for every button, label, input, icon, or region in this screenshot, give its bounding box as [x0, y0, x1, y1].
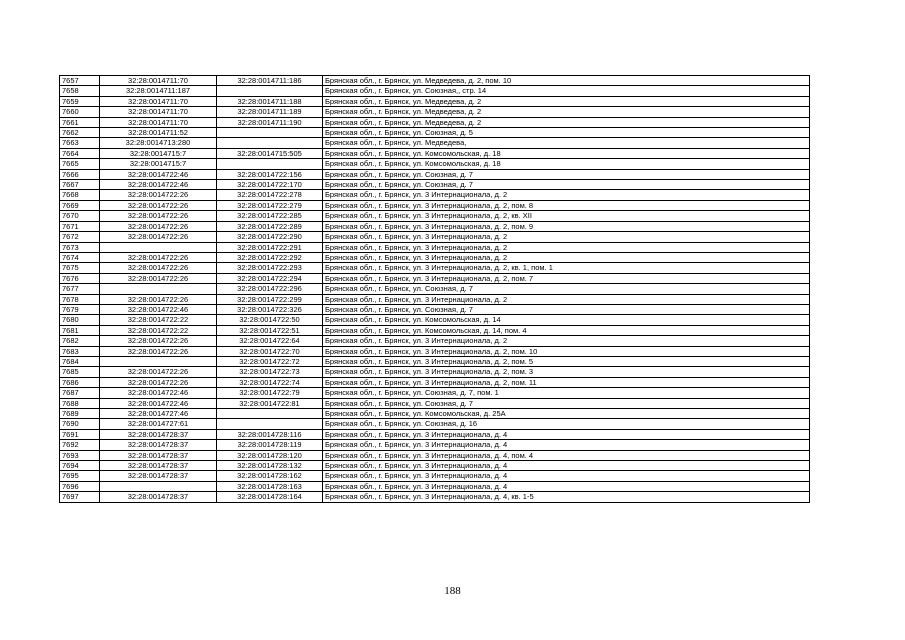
address-cell: Брянская обл., г. Брянск, ул. Комсомольская, д. 18 [323, 148, 810, 158]
parent-cadastral-number-cell: 32:28:0014727:46 [100, 409, 217, 419]
cadastral-number-cell: 32:28:0014715:505 [217, 148, 323, 158]
cadastral-number-cell [217, 159, 323, 169]
parent-cadastral-number-cell: 32:28:0014722:26 [100, 377, 217, 387]
parent-cadastral-number-cell: 32:28:0014722:26 [100, 294, 217, 304]
table-row [60, 128, 810, 138]
row-number-cell: 7671 [60, 221, 100, 231]
parent-cadastral-number-cell: 32:28:0014722:26 [100, 336, 217, 346]
table-row [60, 273, 810, 283]
parent-cadastral-number-cell: 32:28:0014711:52 [100, 128, 217, 138]
row-number-cell: 7666 [60, 169, 100, 179]
cadastral-number-cell [217, 409, 323, 419]
row-number-cell: 7657 [60, 76, 100, 86]
cadastral-number-cell: 32:28:0014722:50 [217, 315, 323, 325]
cadastral-number-cell [217, 419, 323, 429]
parent-cadastral-number-cell: 32:28:0014715:7 [100, 159, 217, 169]
table-row [60, 242, 810, 252]
address-cell: Брянская обл., г. Брянск, ул. 3 Интернационала, д. 4, пом. 4 [323, 450, 810, 460]
table-row [60, 117, 810, 127]
address-cell: Брянская обл., г. Брянск, ул. Союзная, д. 7 [323, 180, 810, 190]
cadastral-number-cell: 32:28:0014722:81 [217, 398, 323, 408]
table-row [60, 232, 810, 242]
parent-cadastral-number-cell: 32:28:0014711:187 [100, 86, 217, 96]
parent-cadastral-number-cell: 32:28:0014727:61 [100, 419, 217, 429]
cadastral-number-cell: 32:28:0014722:296 [217, 284, 323, 294]
address-cell: Брянская обл., г. Брянск, ул. Медведева, д. 2 [323, 96, 810, 106]
cadastral-number-cell: 32:28:0014722:70 [217, 346, 323, 356]
table-row [60, 336, 810, 346]
row-number-cell: 7661 [60, 117, 100, 127]
parent-cadastral-number-cell [100, 284, 217, 294]
address-cell: Брянская обл., г. Брянск, ул. 3 Интернационала, д. 2, пом. 10 [323, 346, 810, 356]
cadastral-number-cell: 32:28:0014722:299 [217, 294, 323, 304]
table-row [60, 138, 810, 148]
row-number-cell: 7675 [60, 263, 100, 273]
parent-cadastral-number-cell: 32:28:0014728:37 [100, 440, 217, 450]
parent-cadastral-number-cell: 32:28:0014728:37 [100, 461, 217, 471]
address-cell: Брянская обл., г. Брянск, ул. Союзная, д. 7 [323, 169, 810, 179]
parent-cadastral-number-cell: 32:28:0014722:46 [100, 304, 217, 314]
table-row [60, 315, 810, 325]
row-number-cell: 7685 [60, 367, 100, 377]
table-row [60, 221, 810, 231]
cadastral-number-cell: 32:28:0014711:188 [217, 96, 323, 106]
row-number-cell: 7683 [60, 346, 100, 356]
registry-table [59, 75, 810, 503]
address-cell: Брянская обл., г. Брянск, ул. 3 Интернационала, д. 2, пом. 8 [323, 200, 810, 210]
address-cell: Брянская обл., г. Брянск, ул. 3 Интернационала, д. 2, пом. 5 [323, 356, 810, 366]
row-number-cell: 7662 [60, 128, 100, 138]
table-row [60, 86, 810, 96]
table-row [60, 190, 810, 200]
parent-cadastral-number-cell: 32:28:0014722:26 [100, 232, 217, 242]
row-number-cell: 7697 [60, 492, 100, 502]
row-number-cell: 7659 [60, 96, 100, 106]
cadastral-number-cell [217, 128, 323, 138]
row-number-cell: 7663 [60, 138, 100, 148]
table-row [60, 450, 810, 460]
address-cell: Брянская обл., г. Брянск, ул. Союзная, д. 7, пом. 1 [323, 388, 810, 398]
cadastral-number-cell: 32:28:0014711:190 [217, 117, 323, 127]
row-number-cell: 7672 [60, 232, 100, 242]
parent-cadastral-number-cell: 32:28:0014722:26 [100, 190, 217, 200]
row-number-cell: 7684 [60, 356, 100, 366]
table-row [60, 304, 810, 314]
row-number-cell: 7658 [60, 86, 100, 96]
table-row [60, 159, 810, 169]
row-number-cell: 7678 [60, 294, 100, 304]
address-cell: Брянская обл., г. Брянск, ул. 3 Интернационала, д. 2 [323, 252, 810, 262]
table-row [60, 471, 810, 481]
parent-cadastral-number-cell: 32:28:0014722:22 [100, 325, 217, 335]
parent-cadastral-number-cell: 32:28:0014722:26 [100, 200, 217, 210]
table-row [60, 492, 810, 502]
parent-cadastral-number-cell [100, 356, 217, 366]
cadastral-number-cell: 32:28:0014728:120 [217, 450, 323, 460]
cadastral-number-cell [217, 138, 323, 148]
table-row [60, 429, 810, 439]
parent-cadastral-number-cell: 32:28:0014728:37 [100, 450, 217, 460]
address-cell: Брянская обл., г. Брянск, ул. Союзная, д. 7 [323, 284, 810, 294]
address-cell: Брянская обл., г. Брянск, ул. Комсомольская, д. 18 [323, 159, 810, 169]
row-number-cell: 7668 [60, 190, 100, 200]
row-number-cell: 7676 [60, 273, 100, 283]
address-cell: Брянская обл., г. Брянск, ул. Комсомольская, д. 14 [323, 315, 810, 325]
cadastral-number-cell: 32:28:0014722:291 [217, 242, 323, 252]
cadastral-number-cell: 32:28:0014722:279 [217, 200, 323, 210]
address-cell: Брянская обл., г. Брянск, ул. 3 Интернационала, д. 2, пом. 9 [323, 221, 810, 231]
table-row [60, 263, 810, 273]
cadastral-number-cell: 32:28:0014722:170 [217, 180, 323, 190]
row-number-cell: 7677 [60, 284, 100, 294]
row-number-cell: 7669 [60, 200, 100, 210]
table-row [60, 388, 810, 398]
address-cell: Брянская обл., г. Брянск, ул. 3 Интернационала, д. 2, пом. 3 [323, 367, 810, 377]
parent-cadastral-number-cell: 32:28:0014728:37 [100, 471, 217, 481]
address-cell: Брянская обл., г. Брянск, ул. 3 Интернационала, д. 2, пом. 11 [323, 377, 810, 387]
address-cell: Брянская обл., г. Брянск, ул. Медведева, д. 2 [323, 117, 810, 127]
table-row [60, 180, 810, 190]
row-number-cell: 7674 [60, 252, 100, 262]
row-number-cell: 7687 [60, 388, 100, 398]
address-cell: Брянская обл., г. Брянск, ул. Союзная, д. 5 [323, 128, 810, 138]
cadastral-number-cell: 32:28:0014722:156 [217, 169, 323, 179]
page-number: 188 [444, 585, 461, 597]
address-cell: Брянская обл., г. Брянск, ул. Союзная,, стр. 14 [323, 86, 810, 96]
cadastral-number-cell: 32:28:0014722:74 [217, 377, 323, 387]
row-number-cell: 7660 [60, 107, 100, 117]
row-number-cell: 7692 [60, 440, 100, 450]
address-cell: Брянская обл., г. Брянск, ул. 3 Интернационала, д. 2 [323, 242, 810, 252]
address-cell: Брянская обл., г. Брянск, ул. 3 Интернационала, д. 4 [323, 481, 810, 491]
cadastral-number-cell: 32:28:0014728:162 [217, 471, 323, 481]
cadastral-number-cell: 32:28:0014722:64 [217, 336, 323, 346]
table-row [60, 367, 810, 377]
registry-table-body [60, 76, 810, 503]
table-row [60, 419, 810, 429]
address-cell: Брянская обл., г. Брянск, ул. Комсомольская, д. 14, пом. 4 [323, 325, 810, 335]
parent-cadastral-number-cell: 32:28:0014722:26 [100, 221, 217, 231]
parent-cadastral-number-cell: 32:28:0014711:70 [100, 76, 217, 86]
address-cell: Брянская обл., г. Брянск, ул. 3 Интернационала, д. 2 [323, 294, 810, 304]
table-row [60, 252, 810, 262]
parent-cadastral-number-cell: 32:28:0014715:7 [100, 148, 217, 158]
table-row [60, 409, 810, 419]
parent-cadastral-number-cell: 32:28:0014722:46 [100, 388, 217, 398]
parent-cadastral-number-cell [100, 481, 217, 491]
cadastral-number-cell: 32:28:0014722:79 [217, 388, 323, 398]
table-row [60, 346, 810, 356]
cadastral-number-cell: 32:28:0014728:132 [217, 461, 323, 471]
address-cell: Брянская обл., г. Брянск, ул. 3 Интернационала, д. 2 [323, 336, 810, 346]
address-cell: Брянская обл., г. Брянск, ул. Союзная, д. 7 [323, 398, 810, 408]
table-row [60, 211, 810, 221]
row-number-cell: 7673 [60, 242, 100, 252]
parent-cadastral-number-cell: 32:28:0014722:26 [100, 273, 217, 283]
parent-cadastral-number-cell: 32:28:0014713:280 [100, 138, 217, 148]
parent-cadastral-number-cell: 32:28:0014722:26 [100, 252, 217, 262]
cadastral-number-cell: 32:28:0014728:164 [217, 492, 323, 502]
table-row [60, 294, 810, 304]
address-cell: Брянская обл., г. Брянск, ул. 3 Интернационала, д. 4 [323, 461, 810, 471]
address-cell: Брянская обл., г. Брянск, ул. Медведева, д. 2, пом. 10 [323, 76, 810, 86]
parent-cadastral-number-cell: 32:28:0014722:46 [100, 180, 217, 190]
row-number-cell: 7665 [60, 159, 100, 169]
parent-cadastral-number-cell: 32:28:0014722:26 [100, 263, 217, 273]
cadastral-number-cell: 32:28:0014722:293 [217, 263, 323, 273]
cadastral-number-cell: 32:28:0014722:292 [217, 252, 323, 262]
parent-cadastral-number-cell: 32:28:0014722:46 [100, 169, 217, 179]
table-row [60, 107, 810, 117]
address-cell: Брянская обл., г. Брянск, ул. 3 Интернационала, д. 2 [323, 232, 810, 242]
cadastral-number-cell [217, 86, 323, 96]
table-row [60, 481, 810, 491]
row-number-cell: 7693 [60, 450, 100, 460]
address-cell: Брянская обл., г. Брянск, ул. Союзная, д. 7 [323, 304, 810, 314]
address-cell: Брянская обл., г. Брянск, ул. 3 Интернационала, д. 4 [323, 429, 810, 439]
table-row [60, 200, 810, 210]
address-cell: Брянская обл., г. Брянск, ул. Комсомольская, д. 25А [323, 409, 810, 419]
row-number-cell: 7681 [60, 325, 100, 335]
table-row [60, 356, 810, 366]
table-row [60, 325, 810, 335]
parent-cadastral-number-cell: 32:28:0014711:70 [100, 117, 217, 127]
row-number-cell: 7691 [60, 429, 100, 439]
table-row [60, 148, 810, 158]
parent-cadastral-number-cell: 32:28:0014722:26 [100, 346, 217, 356]
cadastral-number-cell: 32:28:0014711:189 [217, 107, 323, 117]
parent-cadastral-number-cell: 32:28:0014722:22 [100, 315, 217, 325]
parent-cadastral-number-cell: 32:28:0014711:70 [100, 107, 217, 117]
row-number-cell: 7690 [60, 419, 100, 429]
row-number-cell: 7679 [60, 304, 100, 314]
parent-cadastral-number-cell: 32:28:0014722:26 [100, 211, 217, 221]
parent-cadastral-number-cell: 32:28:0014728:37 [100, 429, 217, 439]
cadastral-number-cell: 32:28:0014722:72 [217, 356, 323, 366]
parent-cadastral-number-cell: 32:28:0014728:37 [100, 492, 217, 502]
table-row [60, 377, 810, 387]
table-row [60, 96, 810, 106]
cadastral-number-cell: 32:28:0014728:163 [217, 481, 323, 491]
row-number-cell: 7694 [60, 461, 100, 471]
address-cell: Брянская обл., г. Брянск, ул. 3 Интернационала, д. 2, пом. 7 [323, 273, 810, 283]
address-cell: Брянская обл., г. Брянск, ул. 3 Интернационала, д. 4 [323, 440, 810, 450]
cadastral-number-cell: 32:28:0014722:290 [217, 232, 323, 242]
address-cell: Брянская обл., г. Брянск, ул. 3 Интернационала, д. 2, кв. XII [323, 211, 810, 221]
row-number-cell: 7664 [60, 148, 100, 158]
row-number-cell: 7682 [60, 336, 100, 346]
address-cell: Брянская обл., г. Брянск, ул. Медведева, [323, 138, 810, 148]
cadastral-number-cell: 32:28:0014722:326 [217, 304, 323, 314]
address-cell: Брянская обл., г. Брянск, ул. 3 Интернационала, д. 2, кв. 1, пом. 1 [323, 263, 810, 273]
address-cell: Брянская обл., г. Брянск, ул. Союзная, д. 16 [323, 419, 810, 429]
cadastral-number-cell: 32:28:0014722:73 [217, 367, 323, 377]
cadastral-number-cell: 32:28:0014722:278 [217, 190, 323, 200]
row-number-cell: 7689 [60, 409, 100, 419]
cadastral-number-cell: 32:28:0014722:51 [217, 325, 323, 335]
table-row [60, 169, 810, 179]
parent-cadastral-number-cell [100, 242, 217, 252]
row-number-cell: 7696 [60, 481, 100, 491]
row-number-cell: 7670 [60, 211, 100, 221]
cadastral-number-cell: 32:28:0014728:116 [217, 429, 323, 439]
address-cell: Брянская обл., г. Брянск, ул. 3 Интернационала, д. 4, кв. 1-5 [323, 492, 810, 502]
table-row [60, 284, 810, 294]
address-cell: Брянская обл., г. Брянск, ул. Медведева, д. 2 [323, 107, 810, 117]
row-number-cell: 7680 [60, 315, 100, 325]
address-cell: Брянская обл., г. Брянск, ул. 3 Интернационала, д. 4 [323, 471, 810, 481]
parent-cadastral-number-cell: 32:28:0014722:46 [100, 398, 217, 408]
cadastral-number-cell: 32:28:0014722:285 [217, 211, 323, 221]
address-cell: Брянская обл., г. Брянск, ул. 3 Интернационала, д. 2 [323, 190, 810, 200]
cadastral-number-cell: 32:28:0014711:186 [217, 76, 323, 86]
table-row [60, 398, 810, 408]
parent-cadastral-number-cell: 32:28:0014722:26 [100, 367, 217, 377]
row-number-cell: 7688 [60, 398, 100, 408]
row-number-cell: 7667 [60, 180, 100, 190]
table-row [60, 76, 810, 86]
cadastral-number-cell: 32:28:0014722:294 [217, 273, 323, 283]
row-number-cell: 7686 [60, 377, 100, 387]
cadastral-number-cell: 32:28:0014722:289 [217, 221, 323, 231]
table-row [60, 440, 810, 450]
row-number-cell: 7695 [60, 471, 100, 481]
cadastral-number-cell: 32:28:0014728:119 [217, 440, 323, 450]
parent-cadastral-number-cell: 32:28:0014711:70 [100, 96, 217, 106]
table-row [60, 461, 810, 471]
